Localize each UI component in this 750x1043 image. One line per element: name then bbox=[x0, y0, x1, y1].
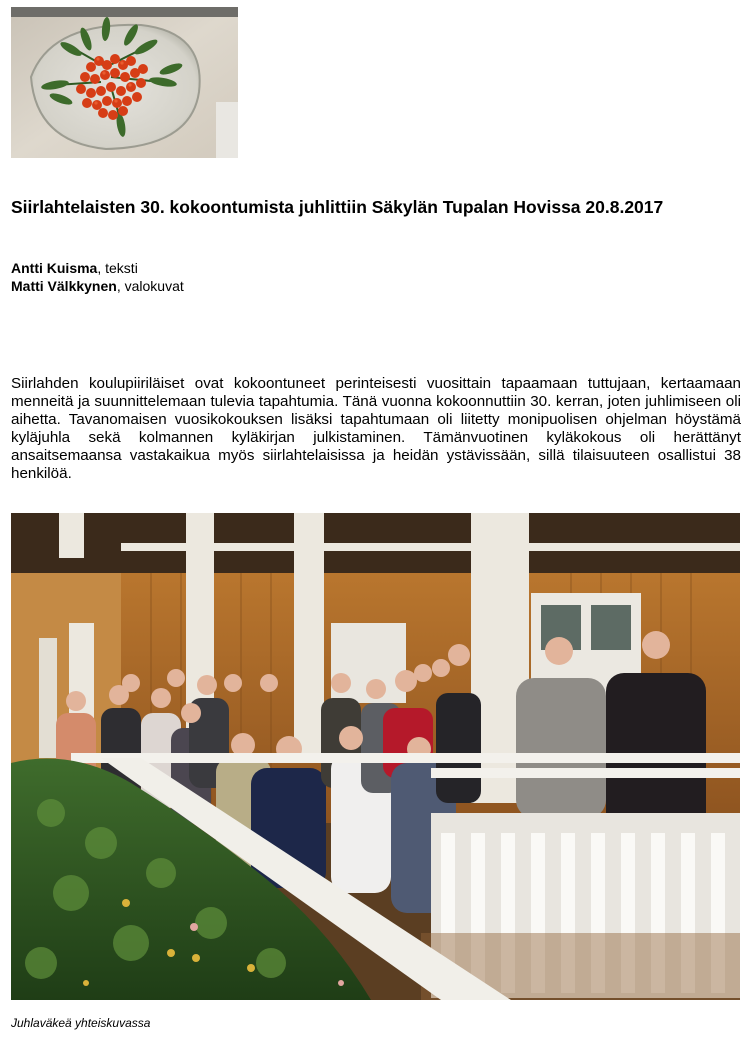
author-name: Antti Kuisma bbox=[11, 260, 98, 276]
rowan-berry-photo bbox=[11, 7, 238, 158]
author-credit bbox=[11, 259, 184, 277]
article-credits bbox=[11, 259, 184, 295]
photographer-role: , valokuvat bbox=[116, 278, 184, 294]
photographer-name: Matti Välkkynen bbox=[11, 278, 117, 294]
photo-caption: Juhlaväkeä yhteiskuvassa bbox=[11, 1016, 151, 1030]
article-body: Siirlahden koulupiiriläiset ovat kokoontuneet perinteisesti vuosittain tapaamaan tuttujaan, kertaamaan menneitä ja suunnittelemaan tulevia tapahtumia. Tänä vuonna kokoonnuttiin 30. kerran, joten juhlimiseen oli aihetta. Tavanomaisen vuosikokouksen lisäksi tapahtumaan oli liitetty monipuolisen ohjelman höystämä kyläjuhla sekä kolmannen kyläkirjan julkistaminen. Tämänvuotinen kyläkokous oli herättänyt ansaitsemaansa vastakaikua myös siirlahtelaisissa ja heidän ystävissään, sillä tilaisuuteen osallistui 38 henkilöä. bbox=[11, 375, 741, 483]
group-photo bbox=[11, 513, 740, 1000]
article-title: Siirlahtelaisten 30. kokoontumista juhlittiin Säkylän Tupalan Hovissa 20.8.2017 bbox=[11, 197, 664, 217]
photographer-credit bbox=[11, 277, 184, 295]
author-role: , teksti bbox=[97, 260, 138, 276]
